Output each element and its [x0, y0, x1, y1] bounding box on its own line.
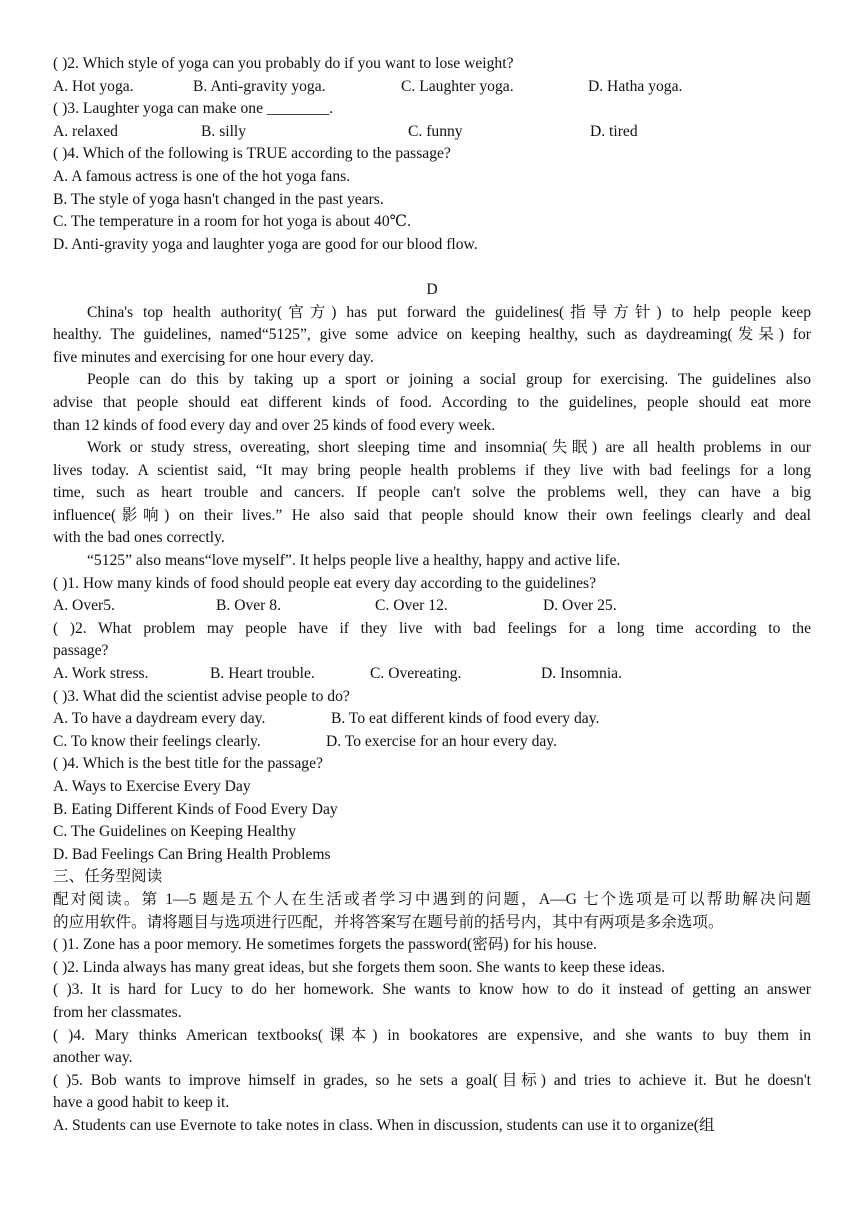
option-b: B. Anti-gravity yoga.	[193, 77, 326, 95]
match-item-4-cont: another way.	[53, 1049, 133, 1067]
instructions-line: 配对阅读。第 1—5 题是五个人在生活或者学习中遇到的问题，A—G 七个选项是可以帮助解决问题	[53, 890, 811, 908]
instructions-line: 的应用软件。请将题目与选项进行匹配，并将答案写在题号前的括号内，其中有两项是多余选项。	[53, 913, 724, 931]
question-d1-stem: ( )1. How many kinds of food should people eat every day according to the guidelines?	[53, 574, 597, 592]
option-c: C. funny	[408, 122, 463, 140]
option-b: B. Eating Different Kinds of Food Every Day	[53, 800, 338, 818]
passage-d-p3-line: time, such as heart trouble and cancers. If people can't solve the problems well, they can have a big	[53, 484, 811, 502]
option-a: A. A famous actress is one of the hot yoga fans.	[53, 167, 351, 185]
match-item-5: ( )5. Bob wants to improve himself in grades, so he sets a goal(目标) and tries to achieve it. But he doesn't	[53, 1071, 811, 1089]
passage-d-label: D	[426, 280, 438, 298]
option-b: B. silly	[201, 122, 247, 140]
match-item-2: ( )2. Linda always has many great ideas, but she forgets them soon. She wants to keep these ideas.	[53, 958, 666, 976]
option-d: D. Over 25.	[543, 597, 617, 615]
question-d2-stem: ( )2. What problem may people have if they live with bad feelings for a long time according to the	[53, 619, 811, 637]
question-d3-stem: ( )3. What did the scientist advise people to do?	[53, 687, 350, 705]
passage-d-p4: “5125” also means“love myself”. It helps people live a healthy, happy and active life.	[87, 552, 621, 570]
passage-d-p3-line: lives today. A scientist said, “It may bring people health problems if they live with bad feelings for a long	[53, 461, 811, 479]
option-d: D. Bad Feelings Can Bring Health Problems	[53, 845, 331, 863]
option-d: D. To exercise for an hour every day.	[326, 732, 557, 750]
option-c: C. The Guidelines on Keeping Healthy	[53, 823, 297, 841]
option-c: C. The temperature in a room for hot yoga is about 40℃.	[53, 213, 411, 231]
question-d3-options-row2	[53, 731, 811, 754]
worksheet-page	[53, 53, 811, 1138]
match-item-1: ( )1. Zone has a poor memory. He sometimes forgets the password(密码) for his house.	[53, 936, 597, 954]
option-c: C. Over 12.	[375, 597, 448, 615]
option-d: D. Anti-gravity yoga and laughter yoga are good for our blood flow.	[53, 235, 478, 253]
question-c3-options	[53, 121, 811, 144]
question-d2-stem-cont: passage?	[53, 642, 109, 660]
passage-d-p1-line: healthy. The guidelines, named“5125”, give some advice on keeping healthy, such as daydreaming(发呆) for	[53, 326, 811, 344]
match-item-4: ( )4. Mary thinks American textbooks(课本) in bookatores are expensive, and she wants to buy them in	[53, 1026, 811, 1044]
match-item-3: ( )3. It is hard for Lucy to do her homework. She wants to know how to do it instead of getting an answer	[53, 981, 811, 999]
passage-d-p3-line: influence(影响) on their lives.” He also said that people should know their own feelings clearly and deal	[53, 506, 811, 524]
match-item-3-cont: from her classmates.	[53, 1003, 182, 1021]
question-c2-stem: ( )2. Which style of yoga can you probably do if you want to lose weight?	[53, 55, 514, 72]
passage-d-p1-line: five minutes and exercising for one hour every day.	[53, 348, 374, 366]
option-a: A. Ways to Exercise Every Day	[53, 778, 251, 795]
question-c3-stem: ( )3. Laughter yoga can make one ________.	[53, 100, 334, 118]
option-b: B. To eat different kinds of food every day.	[331, 710, 600, 728]
option-a: A. Over5.	[53, 597, 115, 615]
option-d: D. Insomnia.	[541, 665, 622, 683]
passage-d-p1-line: China's top health authority(官方) has put forward the guidelines(指导方针) to help people keep	[87, 303, 811, 321]
passage-d-p2-line: than 12 kinds of food every day and over 25 kinds of food every week.	[53, 416, 496, 434]
option-d: D. tired	[590, 122, 638, 140]
passage-d-p3-line: Work or study stress, overeating, short sleeping time and insomnia(失眠) are all health problems in our	[87, 439, 811, 457]
option-c: C. Laughter yoga.	[401, 77, 514, 95]
option-b: B. The style of yoga hasn't changed in the past years.	[53, 190, 384, 208]
passage-d-p2-line: People can do this by taking up a sport or joining a social group for exercising. The guidelines also	[87, 371, 811, 389]
option-d: D. Hatha yoga.	[588, 77, 683, 95]
question-c2-options	[53, 76, 811, 99]
option-c: C. To know their feelings clearly.	[53, 732, 261, 750]
option-a: A. Work stress.	[53, 665, 149, 683]
option-a: A. relaxed	[53, 122, 118, 140]
option-a: A. To have a daydream every day.	[53, 710, 266, 728]
question-d4-stem: ( )4. Which is the best title for the passage?	[53, 755, 323, 773]
match-item-5-cont: have a good habit to keep it.	[53, 1094, 230, 1112]
option-b: B. Heart trouble.	[210, 665, 315, 683]
passage-d-p2-line: advise that people should eat different kinds of food. According to the guidelines, people should eat more	[53, 393, 811, 411]
app-option-a: A. Students can use Evernote to take notes in class. When in discussion, students can use it to organize(组	[53, 1116, 715, 1134]
question-d3-options-row1	[53, 708, 811, 731]
question-c4-stem: ( )4. Which of the following is TRUE according to the passage?	[53, 145, 451, 163]
passage-d-p3-line: with the bad ones correctly.	[53, 529, 225, 547]
option-c: C. Overeating.	[370, 665, 462, 683]
section-heading: 三、任务型阅读	[53, 868, 163, 886]
question-d1-options	[53, 595, 811, 618]
option-a: A. Hot yoga.	[53, 77, 134, 95]
option-b: B. Over 8.	[216, 597, 281, 615]
question-d2-options	[53, 663, 811, 686]
